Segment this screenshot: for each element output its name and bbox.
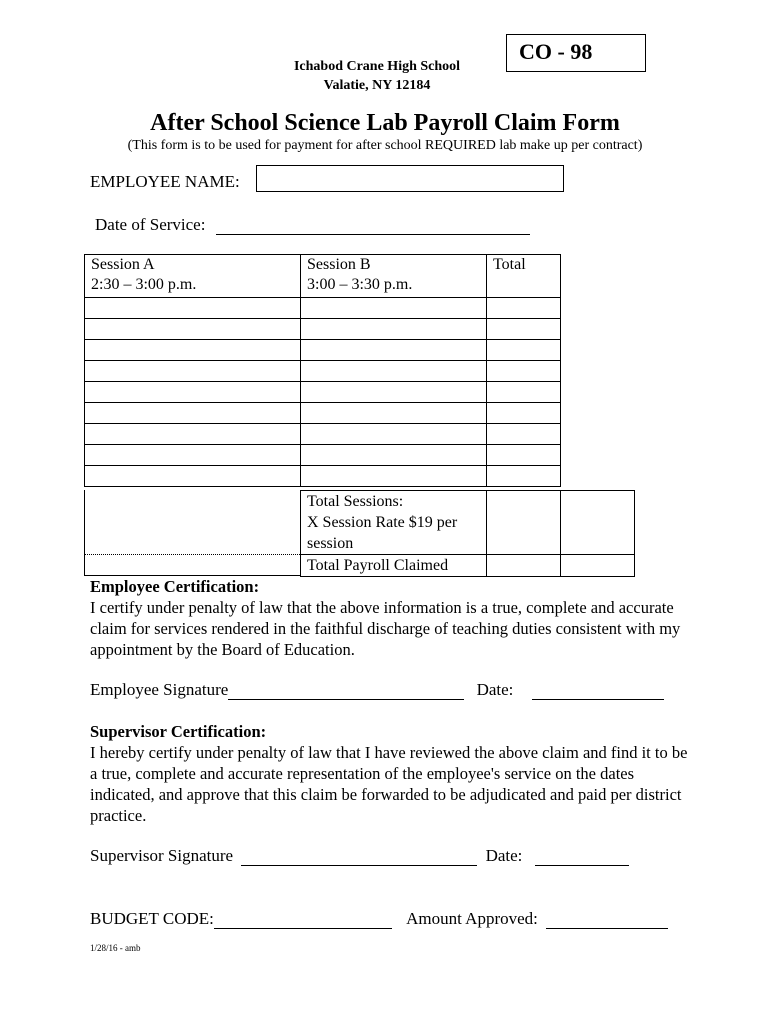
cell-session-a[interactable] bbox=[85, 298, 301, 319]
school-header bbox=[0, 57, 770, 95]
supervisor-cert-heading: Supervisor Certification: bbox=[90, 722, 267, 741]
left-blank-cell bbox=[84, 555, 300, 576]
cell-session-b[interactable] bbox=[301, 298, 487, 319]
cell-session-a[interactable] bbox=[85, 424, 301, 445]
employee-signature-field[interactable] bbox=[228, 682, 464, 700]
cell-total[interactable] bbox=[487, 424, 561, 445]
cell-total[interactable] bbox=[487, 445, 561, 466]
header-session-b bbox=[301, 255, 487, 298]
employee-date-label: Date: bbox=[476, 680, 514, 699]
cell-session-a[interactable] bbox=[85, 382, 301, 403]
cell-session-b[interactable] bbox=[301, 445, 487, 466]
cell-total[interactable] bbox=[487, 340, 561, 361]
employee-date-field[interactable] bbox=[532, 682, 664, 700]
employee-cert-text: I certify under penalty of law that the above information is a true, complete and accurate claim for services rendered in the faithful discharge of teaching duties consistent with my appointment by the Board of Education. bbox=[90, 598, 681, 659]
table-row[interactable] bbox=[85, 403, 561, 424]
header-session-a bbox=[85, 255, 301, 298]
table-row[interactable] bbox=[85, 466, 561, 487]
table-row[interactable] bbox=[85, 361, 561, 382]
supervisor-signature-field[interactable] bbox=[241, 848, 477, 866]
summary-row-payroll bbox=[301, 555, 635, 577]
total-sessions-cell bbox=[301, 491, 487, 555]
header-total bbox=[487, 255, 561, 298]
footer-note: 1/28/16 - amb bbox=[90, 943, 141, 953]
supervisor-signature-label: Supervisor Signature bbox=[90, 846, 234, 865]
session-table bbox=[84, 254, 561, 487]
table-row[interactable] bbox=[85, 298, 561, 319]
cell-total[interactable] bbox=[487, 466, 561, 487]
total-sessions-label: Total Sessions: bbox=[307, 493, 404, 510]
school-name: Ichabod Crane High School bbox=[293, 59, 461, 74]
school-address: Valatie, NY 12184 bbox=[323, 78, 431, 93]
cell-session-a[interactable] bbox=[85, 340, 301, 361]
total-sessions-value[interactable] bbox=[487, 491, 561, 555]
budget-code-label: BUDGET CODE: bbox=[90, 909, 214, 928]
cell-session-a[interactable] bbox=[85, 361, 301, 382]
employee-signature-row bbox=[90, 680, 664, 700]
form-subtitle: (This form is to be used for payment for after school REQUIRED lab make up per contract) bbox=[127, 138, 643, 153]
form-code-box: CO - 98 bbox=[506, 34, 646, 72]
supervisor-signature-row bbox=[90, 846, 629, 866]
session-rate-label: X Session Rate $19 per session bbox=[307, 514, 458, 552]
total-payroll-value[interactable] bbox=[487, 555, 561, 577]
total-sessions-amount[interactable] bbox=[561, 491, 635, 555]
supervisor-certification bbox=[90, 721, 690, 826]
date-of-service-label: Date of Service: bbox=[95, 215, 206, 234]
table-row[interactable] bbox=[85, 340, 561, 361]
date-of-service-row bbox=[95, 215, 530, 235]
cell-total[interactable] bbox=[487, 298, 561, 319]
left-blank-cell bbox=[84, 490, 300, 555]
supervisor-date-label: Date: bbox=[485, 846, 523, 865]
supervisor-date-field[interactable] bbox=[535, 848, 629, 866]
cell-session-a[interactable] bbox=[85, 319, 301, 340]
budget-row bbox=[90, 909, 668, 929]
cell-session-a[interactable] bbox=[85, 403, 301, 424]
cell-total[interactable] bbox=[487, 382, 561, 403]
cell-total[interactable] bbox=[487, 403, 561, 424]
date-of-service-field[interactable] bbox=[216, 217, 530, 235]
header-session-a-time: 2:30 – 3:00 p.m. bbox=[91, 276, 197, 293]
summary-row-sessions bbox=[301, 491, 635, 555]
table-header-row bbox=[85, 255, 561, 298]
cell-session-b[interactable] bbox=[301, 466, 487, 487]
amount-approved-label: Amount Approved: bbox=[406, 909, 538, 928]
employee-name-field[interactable] bbox=[256, 165, 564, 192]
form-title: After School Science Lab Payroll Claim Form bbox=[150, 110, 620, 136]
budget-code-field[interactable] bbox=[214, 911, 392, 929]
cell-session-b[interactable] bbox=[301, 340, 487, 361]
total-payroll-label: Total Payroll Claimed bbox=[301, 555, 487, 577]
header-total-title: Total bbox=[493, 256, 526, 273]
table-row[interactable] bbox=[85, 424, 561, 445]
employee-name-label: EMPLOYEE NAME: bbox=[90, 172, 240, 191]
header-session-b-time: 3:00 – 3:30 p.m. bbox=[307, 276, 413, 293]
cell-session-a[interactable] bbox=[85, 445, 301, 466]
cell-session-b[interactable] bbox=[301, 361, 487, 382]
cell-total[interactable] bbox=[487, 319, 561, 340]
cell-total[interactable] bbox=[487, 361, 561, 382]
total-payroll-amount[interactable] bbox=[561, 555, 635, 577]
cell-session-b[interactable] bbox=[301, 424, 487, 445]
cell-session-b[interactable] bbox=[301, 319, 487, 340]
cell-session-a[interactable] bbox=[85, 466, 301, 487]
table-row[interactable] bbox=[85, 382, 561, 403]
cell-session-b[interactable] bbox=[301, 382, 487, 403]
employee-cert-heading: Employee Certification: bbox=[90, 577, 260, 596]
employee-certification bbox=[90, 576, 690, 660]
amount-approved-field[interactable] bbox=[546, 911, 668, 929]
employee-signature-label: Employee Signature bbox=[90, 680, 229, 699]
summary-table bbox=[300, 490, 635, 577]
cell-session-b[interactable] bbox=[301, 403, 487, 424]
table-row[interactable] bbox=[85, 319, 561, 340]
table-row[interactable] bbox=[85, 445, 561, 466]
header-session-a-title: Session A bbox=[91, 256, 155, 273]
supervisor-cert-text: I hereby certify under penalty of law that I have reviewed the above claim and find it to be a true, complete and accurate representation of the employee's service on the dates indicated, and approve that this claim be forwarded to be adjudicated and paid per district practice. bbox=[90, 743, 688, 825]
header-session-b-title: Session B bbox=[307, 256, 371, 273]
